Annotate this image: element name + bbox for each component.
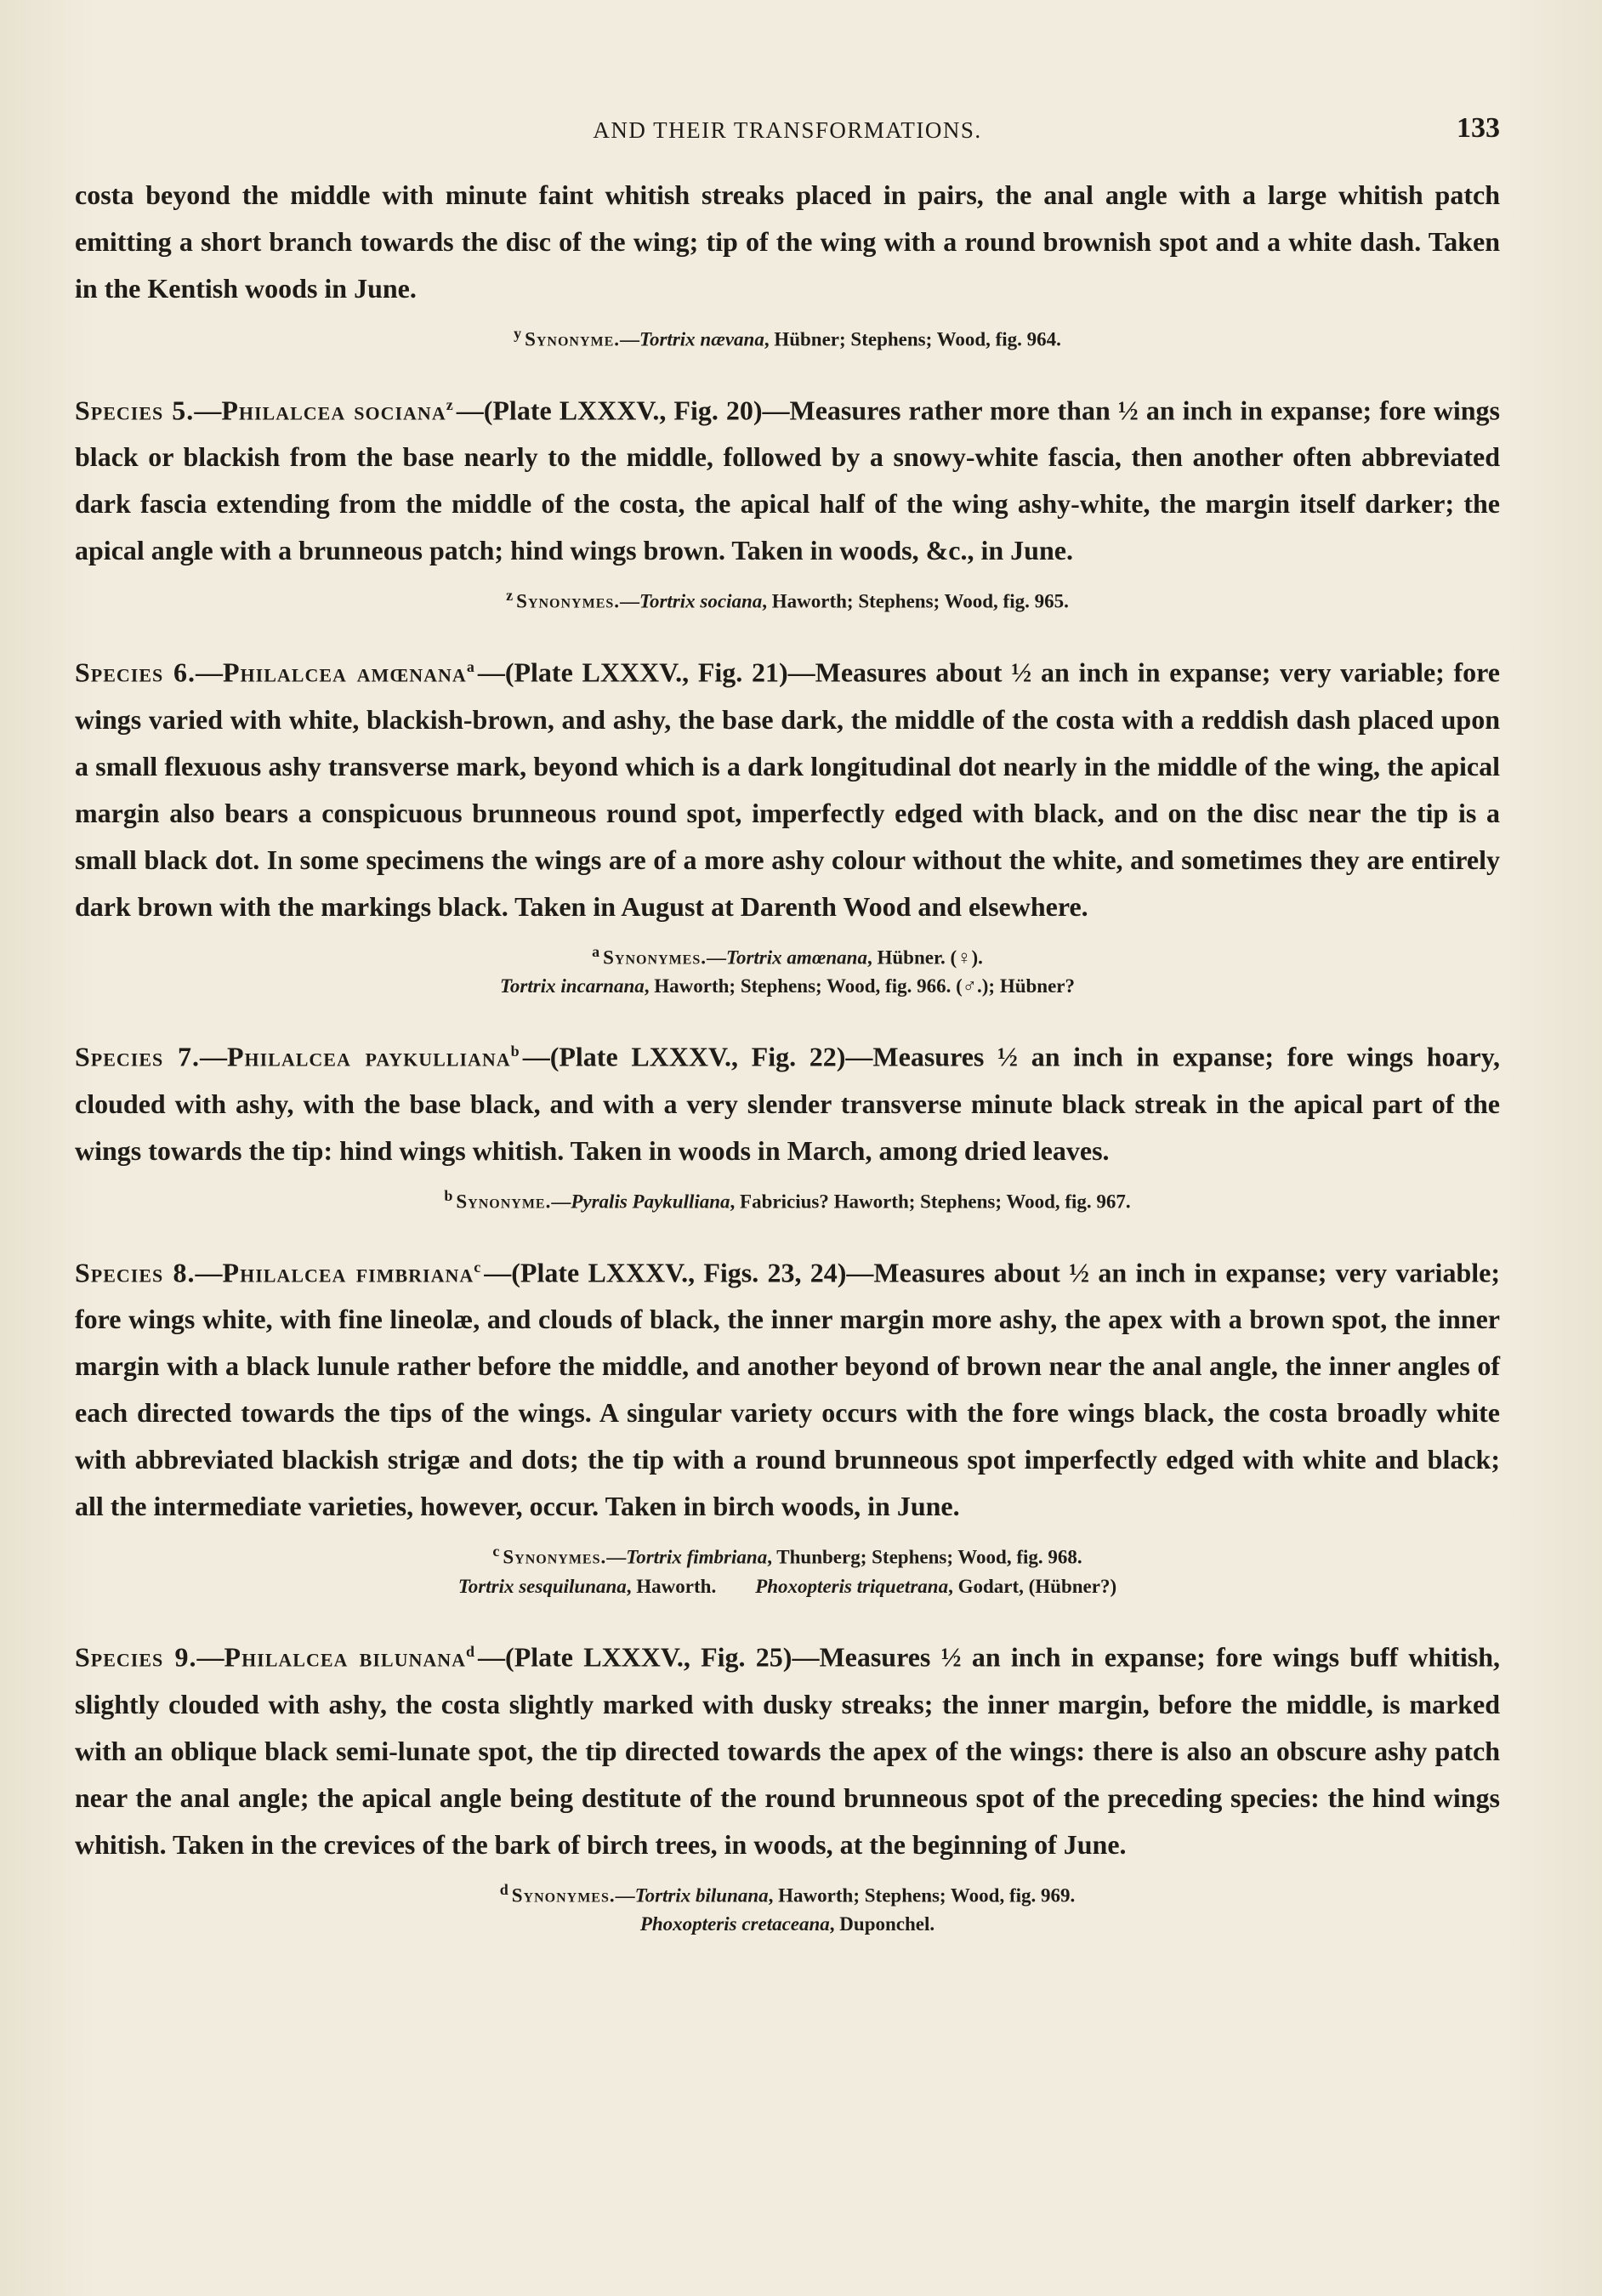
block-gap [75, 1217, 1500, 1244]
paragraph-text: —(Plate LXXXV., Figs. 23, 24)—Measures about ½ an inch in expanse; very variable; fore wings white, with fine lineolæ, and clouds of black, the inner margin more ashy, the apex with a brown spot, the inner margin with a black lunule rather before the middle, and another beyond of brown near the anal angle, the inner angles of each directed towards the tips of the wings. A singular variety occurs with the fore wings black, the costa broadly white with abbreviated blackish strigæ and dots; the tip with a round brunneous spot imperfectly edged with white and black; all the intermediate varieties, however, occur. Taken in birch woods, in June. [75, 1257, 1500, 1522]
footnote-line: $^d$ Synonymes.—Tortrix bilunana, Haworth; Stephens; Wood, fig. 969. [499, 1880, 1076, 1907]
footnote-taxon: Phoxopteris cretaceana [639, 1913, 830, 1935]
footnote-line [75, 1910, 1500, 1939]
footnote-text: , Haworth. [626, 1575, 756, 1597]
species-name: Philalcea sociana [221, 395, 446, 426]
footnote-text: , Hübner. (♀). [866, 946, 983, 969]
species-name: Philalcea paykulliana [226, 1041, 511, 1072]
footnote-text: , Hübner; Stephens; Wood, fig. 964. [764, 328, 1061, 350]
footnote-mark: a [592, 942, 600, 960]
running-head [75, 109, 1500, 151]
paragraph-text: costa beyond the middle with minute faint whitish streaks placed in pairs, the anal angle with a large whitish patch emitting a short branch towards the disc of the wing; tip of the wing with a round brownish spot and a white dash. Taken in the Kentish woods in June. [75, 179, 1500, 304]
page-number: 133 [1457, 112, 1500, 144]
footnote-mark: c [492, 1543, 500, 1560]
paragraph-text: —(Plate LXXXV., Fig. 21)—Measures about ½ an inch in expanse; very variable; fore wings varied with white, blackish-brown, and ashy, the base dark, the middle of the costa with a reddish dash placed upon a small flexuous ashy transverse mark, beyond which is a dark longitudinal dot nearly in the middle of the wing, the apical margin also bears a conspicuous brunneous round spot, imperfectly edged with black, and on the disc near the tip is a small black dot. In some specimens the wings are of a more ashy colour without the white, and sometimes they are entirely dark brown with the markings black. Taken in August at Darenth Wood and elsewhere. [75, 656, 1501, 922]
paragraph-text: —(Plate LXXXV., Fig. 22)—Measures ½ an inch in expanse; fore wings hoary, clouded with ashy, with the base black, and with a very slender transverse minute black streak in the apical part of the wings towards the tip: hind wings whitish. Taken in woods in March, among dried leaves. [75, 1041, 1500, 1166]
synonymy-footnote [75, 581, 1500, 617]
footnote-text: , Haworth; Stephens; Wood, fig. 965. [762, 590, 1069, 612]
footnote-line: $^c$ Synonymes.—Tortrix fimbriana, Thunberg; Stephens; Wood, fig. 968. [492, 1543, 1082, 1568]
species-paragraph: Species 9.—Philalcea bilunana$^d$ —(Plate LXXXV., Fig. 25)—Measures ½ an inch in expanse; fore wings buff whitish, slightly clouded with ashy, the costa slightly marked with dusky streaks; the inner margin, before the middle, is marked with an oblique black semi-lunate spot, the tip directed towards the apex of the wings: there is also an obscure ashy patch near the anal angle; the apical angle being destitute of the round brunneous spot of the preceding species: the hind wings whitish. Taken in the crevices of the bark of birch trees, in woods, at the beginning of June. [75, 1641, 1500, 1860]
species-label: Species 6. [75, 656, 196, 688]
footnote-mark: z [506, 587, 514, 605]
footnote-mark: d [466, 1642, 475, 1660]
block-gap [75, 617, 1500, 644]
species-label: Species 8. [75, 1257, 196, 1288]
footnote-mark: b [444, 1186, 453, 1204]
footnote-mark: d [499, 1880, 508, 1898]
running-title: AND THEIR TRANSFORMATIONS. [593, 117, 982, 143]
footnote-taxon: Phoxopteris triquetrana [755, 1575, 949, 1597]
footnote-line: $^z$ Synonymes.—Tortrix sociana, Haworth; Stephens; Wood, fig. 965. [506, 587, 1069, 612]
synonymy-footnote [75, 1875, 1500, 1940]
footnote-line: $^b$ Synonyme.—Pyralis Paykulliana, Fabricius? Haworth; Stephens; Wood, fig. 967. [444, 1186, 1131, 1213]
footnote-text: , Thunberg; Stephens; Wood, fig. 968. [767, 1546, 1082, 1568]
footnote-taxon: Tortrix sociana [639, 590, 763, 612]
species-paragraph: Species 7.—Philalcea paykulliana$^b$ —(Plate LXXXV., Fig. 22)—Measures ½ an inch in expanse; fore wings hoary, clouded with ashy, with the base black, and with a very slender transverse minute black streak in the apical part of the wings towards the tip: hind wings whitish. Taken in woods in March, among dried leaves. [75, 1041, 1500, 1166]
footnote-label: Synonymes. [603, 946, 707, 969]
footnote-line: $^y$ Synonyme.—Tortrix nævana, Hübner; Stephens; Wood, fig. 964. [514, 325, 1061, 350]
footnote-text: , Godart, (Hübner?) [948, 1575, 1117, 1597]
synonymy-footnote [75, 937, 1500, 1002]
synonymy-footnote [75, 1181, 1500, 1217]
paragraph-text: —(Plate LXXXV., Fig. 20)—Measures rather more than ½ an inch in expanse; fore wings black or blackish from the base nearly to the middle, followed by a snowy-white fascia, then another often abbreviated dark fascia extending from the middle of the costa, the apical half of the wing ashy-white, the margin itself darker; the apical angle with a brunneous patch; hind wings brown. Taken in woods, &c., in June. [75, 395, 1500, 566]
footnote-text: , Duponchel. [829, 1913, 935, 1935]
footnote-taxon: Tortrix bilunana [634, 1884, 769, 1907]
species-name: Philalcea bilunana [224, 1641, 467, 1673]
footnote-mark: y [514, 325, 522, 342]
footnote-taxon: Tortrix sesquilunana [457, 1575, 627, 1597]
footnote-taxon: Tortrix amœnana [726, 946, 867, 969]
footnote-line: $^a$ Synonymes.—Tortrix amœnana, Hübner. (♀). [592, 942, 983, 969]
footnote-label: Synonymes. [511, 1884, 616, 1907]
footnote-text: , Haworth; Stephens; Wood, fig. 966. (♂.); Hübner? [644, 975, 1076, 997]
footnote-mark: z [446, 395, 453, 413]
footnote-mark: c [474, 1258, 481, 1276]
footnote-line [75, 1572, 1500, 1601]
species-label: Species 9. [75, 1641, 197, 1673]
footnote-label: Synonymes. [516, 590, 621, 612]
species-paragraph: Species 6.—Philalcea amœnana$^a$ —(Plate LXXXV., Fig. 21)—Measures about ½ an inch in expanse; very variable; fore wings varied with white, blackish-brown, and ashy, the base dark, the middle of the costa with a reddish dash placed upon a small flexuous ashy transverse mark, beyond which is a dark longitudinal dot nearly in the middle of the wing, the apical margin also bears a conspicuous brunneous round spot, imperfectly edged with black, and on the disc near the tip is a small black dot. In some specimens the wings are of a more ashy colour without the white, and sometimes they are entirely dark brown with the markings black. Taken in August at Darenth Wood and elsewhere. [75, 656, 1501, 922]
paragraph-text: —(Plate LXXXV., Fig. 25)—Measures ½ an inch in expanse; fore wings buff whitish, slightly clouded with ashy, the costa slightly marked with dusky streaks; the inner margin, before the middle, is marked with an oblique black semi-lunate spot, the tip directed towards the apex of the wings: there is also an obscure ashy patch near the anal angle; the apical angle being destitute of the round brunneous spot of the preceding species: the hind wings whitish. Taken in the crevices of the bark of birch trees, in woods, at the beginning of June. [75, 1641, 1500, 1860]
footnote-text: , Haworth; Stephens; Wood, fig. 969. [768, 1884, 1076, 1907]
species-label: Species 5. [75, 395, 195, 426]
species-name: Philalcea fimbriana [222, 1257, 474, 1288]
footnote-mark: b [510, 1043, 520, 1060]
footnote-line [75, 972, 1500, 1001]
synonymy-footnote [75, 319, 1500, 355]
footnote-taxon: Tortrix nævana [639, 328, 764, 350]
footnote-taxon: Tortrix incarnana [499, 975, 645, 997]
footnote-label: Synonyme. [456, 1191, 552, 1213]
footnote-label: Synonyme. [525, 328, 621, 350]
footnote-label: Synonymes. [503, 1546, 607, 1568]
synonymy-footnote [75, 1537, 1500, 1601]
footnote-text: , Fabricius? Haworth; Stephens; Wood, fig. 967. [730, 1191, 1131, 1213]
species-name: Philalcea amœnana [222, 656, 467, 688]
block-gap [75, 355, 1500, 382]
footnote-taxon: Pyralis Paykulliana [571, 1191, 730, 1213]
species-label: Species 7. [75, 1041, 200, 1072]
species-paragraph: Species 8.—Philalcea fimbriana$^c$ —(Plate LXXXV., Figs. 23, 24)—Measures about ½ an inch in expanse; very variable; fore wings white, with fine lineolæ, and clouds of black, the inner margin more ashy, the apex with a brown spot, the inner margin with a black lunule rather before the middle, and another beyond of brown near the anal angle, the inner angles of each directed towards the tips of the wings. A singular variety occurs with the fore wings black, the costa broadly white with abbreviated blackish strigæ and dots; the tip with a round brunneous spot imperfectly edged with white and black; all the intermediate varieties, however, occur. Taken in birch woods, in June. [75, 1257, 1500, 1522]
block-gap [75, 1001, 1500, 1028]
block-gap [75, 1601, 1500, 1628]
footnote-mark: a [466, 657, 474, 675]
footnote-taxon: Tortrix fimbriana [626, 1546, 768, 1568]
body-text [75, 172, 1500, 1939]
species-paragraph: Species 5.—Philalcea sociana$^z$ —(Plate LXXXV., Fig. 20)—Measures rather more than ½ an inch in expanse; fore wings black or blackish from the base nearly to the middle, followed by a snowy-white fascia, then another often abbreviated dark fascia extending from the middle of the costa, the apical half of the wing ashy-white, the margin itself darker; the apical angle with a brunneous patch; hind wings brown. Taken in woods, &c., in June. [75, 395, 1500, 566]
continuation-paragraph [75, 172, 1500, 312]
